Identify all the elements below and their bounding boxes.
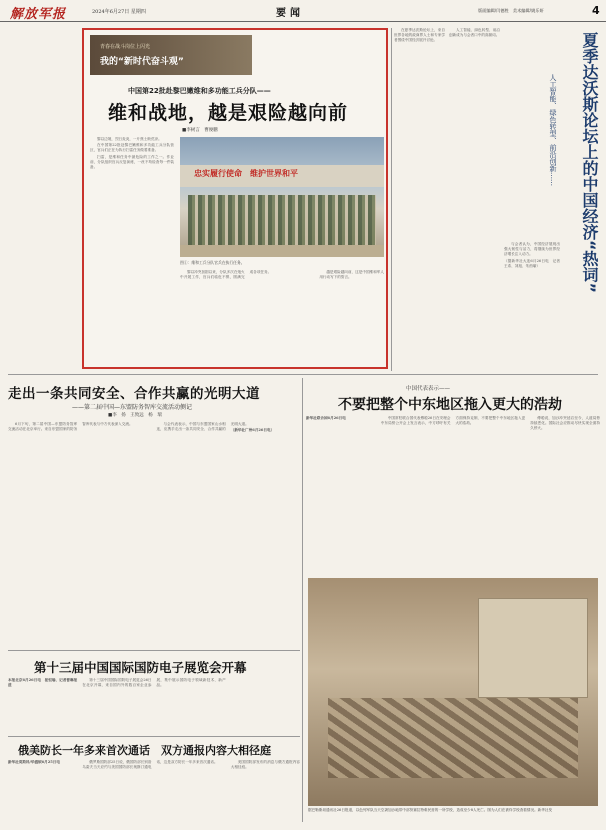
- vertical-divider: [302, 378, 303, 822]
- right-paragraph: 人工智能、绿色转型、前沿创新成为与会者口中的高频词。: [449, 28, 500, 38]
- story-3-paragraph: 傅聪说，加沙冲突延宕至今，人道局势持续恶化。国际社会应推动尽快实现全面持久停火。: [530, 416, 600, 431]
- issue-date: 2024年6月27日 星期四: [92, 9, 146, 15]
- section-divider: [8, 736, 300, 737]
- story-4: [8, 654, 300, 734]
- right-paragraph: 与会者认为，中国经济展现出强大韧性与活力，将继续为世界经济增长注入动力。: [504, 242, 560, 257]
- story-2-source: （新华社广州6月26日电）: [230, 428, 275, 433]
- right-column-body-a: [394, 28, 500, 372]
- story-4-body: [8, 678, 300, 732]
- story-2-paragraph: 与会代表表示，中国与东盟国家山水相连，应携手走出一条共同安全、合作共赢的光明大道。: [156, 422, 249, 432]
- story-4-paragraph: [8, 678, 77, 688]
- editor-credits: 版面编辑/闫德胜 美术编辑/姚乐妍: [478, 8, 544, 13]
- story-4-paragraph: 第十三届中国国际国防电子展览会26日在北京开幕，来自国内外的数百家企业参展，集中展示国防电子领域新技术、新产品。: [82, 678, 226, 688]
- right-paragraph: 在夏季达沃斯论坛上，来自世界各地的政商界人士和专家学者围绕中国经济展开讨论。: [394, 28, 445, 43]
- lead-photo: [180, 137, 384, 257]
- lead-paragraph: 扫雷，是维和任务中最危险的工作之一。作业前，分队组织官兵反复演练，一丝不苟检查每一件装备。: [90, 154, 174, 170]
- story-5-body: [8, 760, 300, 824]
- page-number: 4: [592, 4, 600, 17]
- story-5-paragraph: 俄罗斯国防部25日说，俄国防部长别洛乌索夫当天应约与美国国防部长奥斯汀通电话，这是双方防长一年多来首次通话。: [82, 760, 218, 770]
- photo-slogan: 忠实履行使命 维护世界和平: [194, 169, 298, 178]
- photo-building: [478, 598, 588, 698]
- section-title: 要闻: [276, 8, 304, 19]
- story-5: [8, 740, 300, 826]
- banner-line-1: 青春在战斗岗位上闪光: [100, 44, 151, 50]
- lead-paragraph: 在中国第22批赴黎巴嫩维和多功能工兵分队营区，官兵们正在为执行扫雷任务做着准备。: [90, 143, 174, 153]
- lead-body-right: [180, 270, 384, 365]
- story-5-paragraph: 美国国防部发布的消息与俄方通报内容大相径庭。: [230, 760, 300, 770]
- photo-rubble: [328, 698, 578, 778]
- lead-photo-caption: 图①：维和工兵分队官兵在执行任务。: [180, 260, 245, 265]
- story-5-headline: 俄美防长一年多来首次通话 双方通报内容大相径庭: [18, 744, 271, 757]
- story-3-kicker: 中国代表表示——: [406, 386, 451, 392]
- photo-ground: [180, 245, 384, 257]
- story-2-headline: 走出一条共同安全、合作共赢的光明大道: [8, 386, 260, 402]
- right-column-body-b: [504, 242, 560, 368]
- story-5-dateline: 新华社莫斯科/华盛顿6月25日电: [8, 760, 60, 764]
- story-3-paragraph: [306, 416, 376, 421]
- section-divider: [8, 374, 598, 375]
- right-headline: 夏季达沃斯论坛上的中国经济“热词”: [580, 32, 599, 294]
- story-2-body: [8, 422, 300, 622]
- right-headline-block: [504, 28, 602, 372]
- story-2-subtitle: ——第二届中国—东盟防务智库交流活动侧记: [72, 404, 193, 411]
- newspaper-logo: 解放军报: [10, 7, 67, 22]
- lead-paragraph: 黎以边境，烈日炎炎，一片焦土般荒凉。: [97, 137, 162, 141]
- lead-body-left: [90, 137, 174, 365]
- lead-byline: ■李树言 曹俊鹏: [182, 128, 218, 133]
- story-3-photo-caption: 据巴勒斯坦通讯社26日报道，以色列军队当天空袭加沙地带中部努赛拉特难民营的一所学校，造成至少8人死亡。图为人们在被炸学校查看情况。新华社发: [308, 808, 553, 812]
- lead-banner: [90, 35, 252, 75]
- story-4-dateline: 本报北京6月26日电 崔恒瑜、记者曹琳报道: [8, 678, 78, 688]
- story-3-headline: 不要把整个中东地区拖入更大的浩劫: [338, 397, 562, 413]
- section-divider: [8, 650, 300, 651]
- story-3-photo: [308, 578, 598, 806]
- lead-kicker: 中国第22批赴黎巴嫩维和多功能工兵分队——: [128, 87, 271, 95]
- banner-line-2: 我的“新时代奋斗观”: [100, 57, 184, 67]
- story-5-paragraph: [8, 760, 77, 765]
- story-4-headline: 第十三届中国国际国防电子展览会开幕: [34, 660, 247, 675]
- lead-headline: 维和战地，越是艰险越向前: [108, 102, 349, 124]
- lead-story: [82, 28, 388, 369]
- right-source: （据新华社大连6月26日电 记者王希、刘旭、朱茵瑜）: [504, 258, 560, 268]
- story-2-paragraph: 6月下旬，第二届中国—东盟防务智库交流活动在北京举行。来自东盟国家的防务智库代表与中方代表深入交流。: [8, 422, 133, 432]
- right-subtitle: 人工智能、绿色转型、前沿创新……: [549, 74, 557, 186]
- story-3: [306, 380, 600, 826]
- story-2-byline: ■李 扬 王致远 杨 瑞: [108, 413, 162, 418]
- story-3-body: [306, 416, 600, 576]
- story-3-paragraph: 中国常驻联合国代表傅聪26日在安理会中东局势公开会上发言表示，中方呼吁有关方面保持克制，不要把整个中东地区拖入更大的浩劫。: [380, 416, 526, 426]
- masthead: [0, 0, 606, 22]
- story-3-dateline: 新华社联合国6月26日电: [306, 416, 346, 420]
- column-divider: [391, 28, 392, 371]
- lead-paragraph: 越是艰险越向前，这是中国维和军人用行动写下的誓言。: [319, 270, 384, 280]
- photo-soldiers: [188, 195, 376, 247]
- lead-paragraph: 黎以冲突加剧以来，分队多次在炮火中开展工作，官兵们临危不惧，圆满完成各项任务。: [180, 270, 272, 280]
- story-2: [8, 378, 300, 648]
